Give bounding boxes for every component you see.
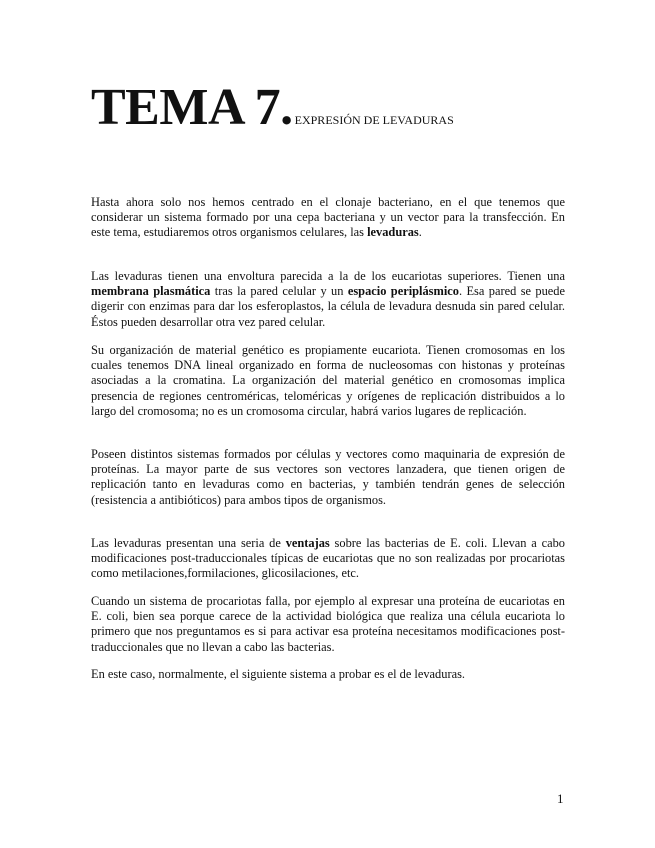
bold-term: membrana plasmática (91, 284, 211, 299)
bold-term: levaduras (367, 225, 419, 240)
paragraph-text: . (418, 225, 422, 240)
paragraph-text: tras la pared celular y un (210, 284, 348, 299)
paragraph-envoltura (91, 269, 565, 330)
bold-term: ventajas (285, 536, 330, 550)
heading-title: TEMA 7. (91, 79, 293, 136)
paragraph-text: sobre las bacterias de E. coli. Llevan a cabo modificaciones post-traduccionales típicas de eucariotas que no son realizadas por procariotas como metilaciones,formilaciones, glicosilaciones, etc. (91, 536, 565, 581)
paragraph-ventajas (91, 536, 565, 582)
paragraph-procariotas: Cuando un sistema de procariotas falla, por ejemplo al expresar una proteína de eucariotas en E. coli, bien sea porque carece de la actividad biológica que realiza una célula eucariota lo primero que nos preguntamos es si para activar esa proteína necesitamos modificaciones post-traduccionales que no llevan a cabo las bacterias. (91, 594, 565, 654)
paragraph-text: Las levaduras tienen una envoltura parecida a la de los eucariotas superiores. Tienen una (91, 269, 565, 283)
bold-term: espacio periplásmico (347, 284, 459, 299)
paragraph-intro (91, 195, 565, 241)
heading-subtitle: EXPRESIÓN DE LEVADURAS (294, 113, 454, 127)
paragraph-text: Hasta ahora solo nos hemos centrado en el clonaje bacteriano, en el que tenemos que considerar un sistema formado por una cepa bacteriana y un vector para la transfección. En este tema, estudiaremos otros organismos celulares, las (91, 195, 565, 240)
paragraph-text: . Esa pared se puede digerir con enzimas para dar los esferoplastos, la célula de levadura desnuda sin pared celular. Éstos pueden desarrollar otra vez pared celular. (91, 284, 566, 329)
paragraph-organizacion: Su organización de material genético es propiamente eucariota. Tienen cromosomas en los cuales tenemos DNA lineal organizado en forma de nucleosomas con histonas y proteínas asociadas a la cromatina. La organización del material genético en cromosomas implica presencia de regiones centroméricas, teloméricas y orígenes de replicación distribuidos a lo largo del cromosoma; no es un cromosoma circular, habrá varios lugares de replicación. (91, 343, 565, 418)
page-heading (91, 80, 454, 136)
page-number: 1 (557, 791, 564, 806)
paragraph-text: Las levaduras presentan una seria de (91, 536, 286, 550)
paragraph-conclusion: En este caso, normalmente, el siguiente sistema a probar es el de levaduras. (91, 667, 465, 681)
paragraph-sistemas: Poseen distintos sistemas formados por células y vectores como maquinaria de expresión de proteínas. La mayor parte de sus vectores son vectores lanzadera, que tienen origen de replicación tanto en levaduras como en bacterias, y también tendrán genes de selección (resistencia a antibióticos) para ambos tipos de organismos. (91, 447, 565, 507)
